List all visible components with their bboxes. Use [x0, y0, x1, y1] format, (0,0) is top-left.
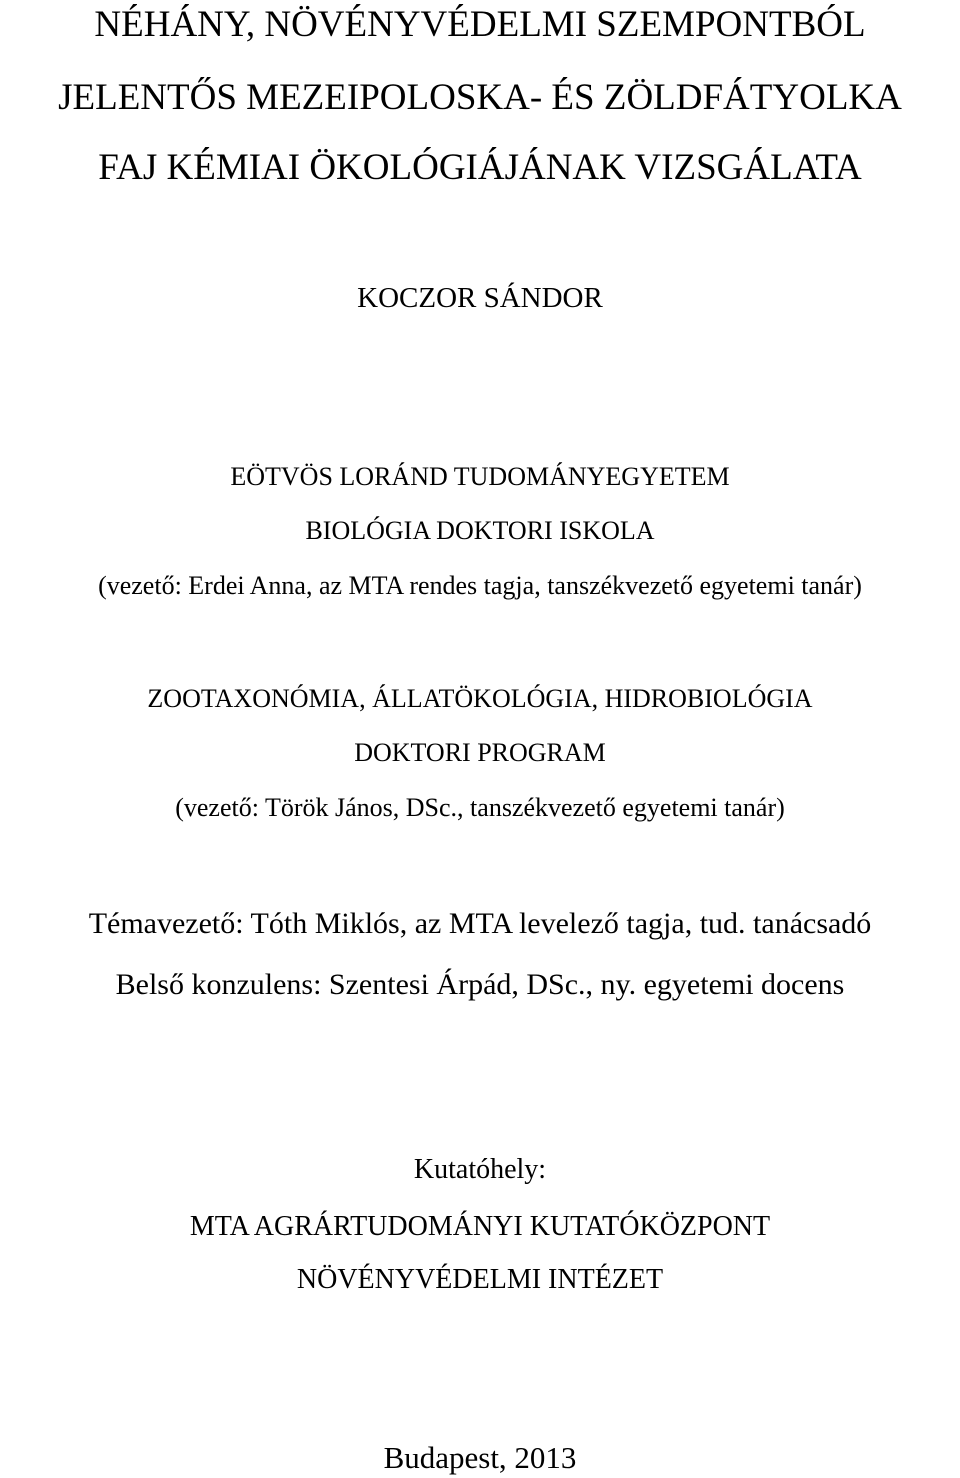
doctoral-school-head: (vezető: Erdei Anna, az MTA rendes tagja, tanszékvezető egyetemi tanár) — [98, 571, 862, 600]
thesis-title-line-3: FAJ KÉMIAI ÖKOLÓGIÁJÁNAK VIZSGÁLATA — [98, 147, 862, 188]
internal-consultant: Belső konzulens: Szentesi Árpád, DSc., ny. egyetemi docens — [115, 968, 845, 1001]
author-name: KOCZOR SÁNDOR — [357, 282, 603, 314]
supervisor: Témavezető: Tóth Miklós, az MTA levelező tagja, tud. tanácsadó — [88, 907, 872, 940]
research-place-line-2: NÖVÉNYVÉDELMI INTÉZET — [296, 1264, 664, 1295]
program-name-line-2: DOKTORI PROGRAM — [354, 738, 606, 767]
thesis-title-line-2: JELENTŐS MEZEIPOLOSKA- ÉS ZÖLDFÁTYOLKA — [58, 77, 902, 118]
thesis-title-line-1: NÉHÁNY, NÖVÉNYVÉDELMI SZEMPONTBÓL — [94, 4, 866, 45]
research-place-label: Kutatóhely: — [413, 1154, 547, 1185]
research-place-line-1: MTA AGRÁRTUDOMÁNYI KUTATÓKÖZPONT — [189, 1211, 771, 1242]
doctoral-school: BIOLÓGIA DOKTORI ISKOLA — [305, 516, 655, 545]
program-head: (vezető: Török János, DSc., tanszékvezető egyetemi tanár) — [175, 793, 785, 822]
program-name-line-1: ZOOTAXONÓMIA, ÁLLATÖKOLÓGIA, HIDROBIOLÓGIA — [147, 684, 813, 713]
place-and-year: Budapest, 2013 — [383, 1440, 577, 1475]
university-name: EÖTVÖS LORÁND TUDOMÁNYEGYETEM — [230, 462, 730, 491]
